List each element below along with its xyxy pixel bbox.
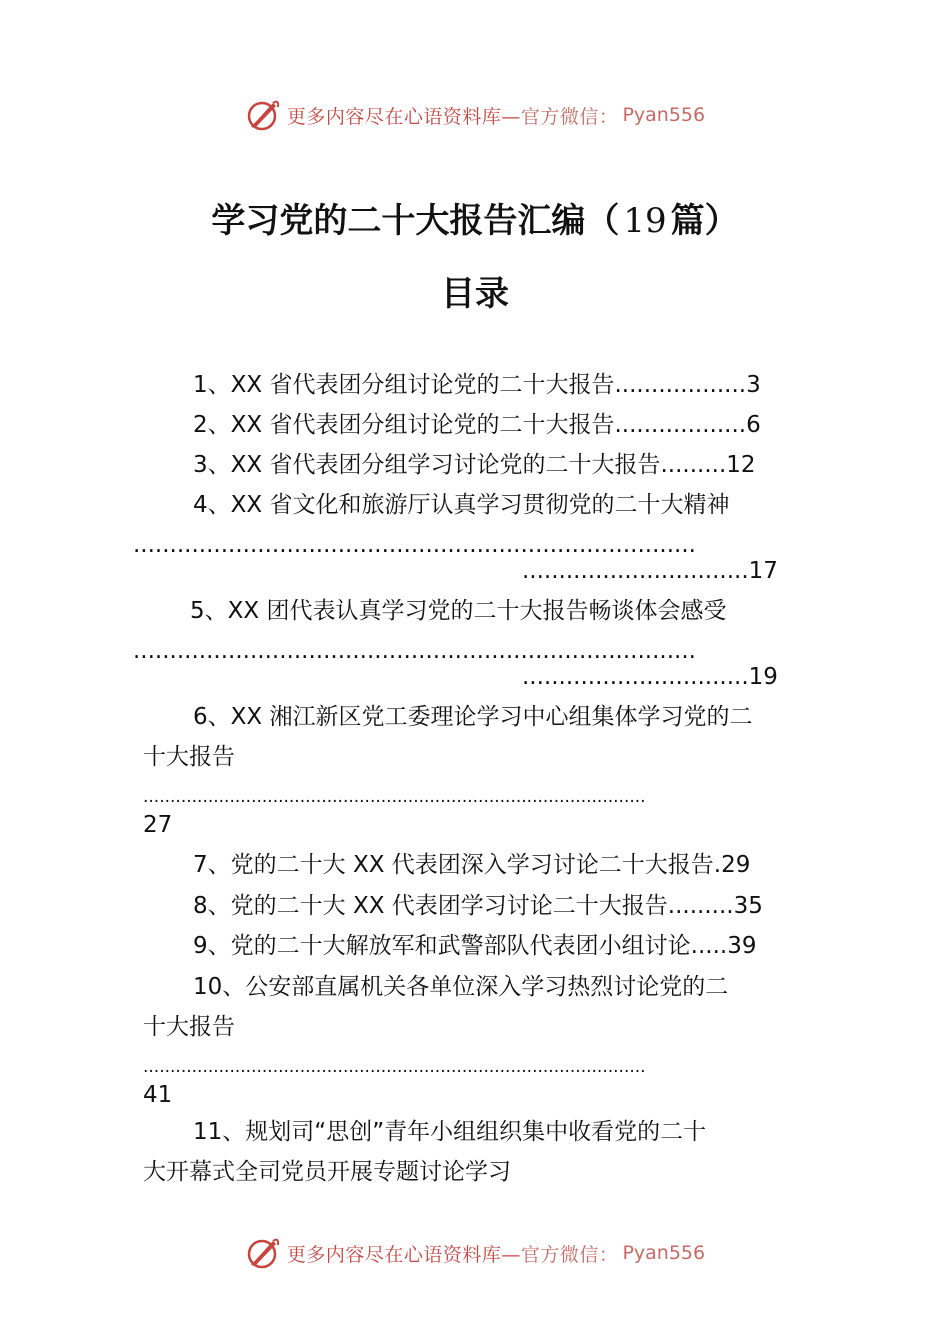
title-count: 19 [623,201,667,241]
toc-heading: 目录 [441,274,509,314]
toc-number: 4、 [193,492,231,518]
toc-leader-line: ............................................................................................. [143,787,646,807]
toc-leader: .................. [614,372,747,398]
toc-number: 10、 [193,974,246,1000]
toc-text: XX 湘江新区党工委理论学习中心组集体学习党的二 [230,704,753,730]
toc-leader: ..... [690,933,728,959]
toc-entry-11-cont [143,1157,511,1187]
title-end: 篇） [670,201,739,241]
toc-page: 39 [727,933,757,959]
toc-page: 3 [746,372,761,398]
toc-page: 6 [746,412,761,438]
toc-page: 12 [726,452,756,478]
quill-logo-icon [245,97,281,133]
toc-entry-2[interactable] [193,410,761,440]
toc-text-cont: 十大报告 [143,1014,235,1040]
toc-page: 17 [748,558,778,584]
banner-wechat-id: Pyan556 [622,104,706,126]
toc-text-cont: 十大报告 [143,744,235,770]
document-title [0,193,950,242]
toc-text: XX 省代表团分组讨论党的二十大报告 [230,412,615,438]
toc-entry-6-page-line [143,810,172,840]
toc-text: 党的二十大解放军和武警部队代表团小组讨论 [230,933,691,959]
toc-entry-4[interactable] [193,490,729,520]
watermark-banner-bottom [0,1233,950,1273]
banner-wechat-id: Pyan556 [622,1242,706,1264]
toc-entry-9[interactable] [193,931,756,961]
toc-entry-7[interactable] [193,850,750,880]
toc-number: 6、 [193,704,231,730]
toc-leader: ............................... [522,558,749,584]
toc-page: 19 [748,664,778,690]
watermark-banner-top [0,95,950,135]
toc-entry-3[interactable] [193,450,756,480]
toc-text: XX 省代表团分组讨论党的二十大报告 [230,372,615,398]
toc-number: 9、 [193,933,231,959]
toc-text: XX 团代表认真学习党的二十大报告畅谈体会感受 [227,598,727,624]
quill-logo-icon [245,1235,281,1271]
toc-entry-5[interactable] [190,596,726,626]
toc-number: 8、 [193,893,231,919]
toc-leader: .................. [614,412,747,438]
toc-leader: ......... [667,893,734,919]
toc-entry-4-page-line [522,556,778,586]
toc-text-cont: 大开幕式全司党员开展专题讨论学习 [143,1159,511,1185]
toc-number: 11、 [193,1119,246,1145]
toc-text: 公安部直属机关各单位深入学习热烈讨论党的二 [245,974,729,1000]
toc-number: 5、 [190,598,228,624]
toc-leader-line: ............................................................................................. [143,1057,646,1077]
toc-entry-8[interactable] [193,891,763,921]
banner-text: 更多内容尽在心语资料库— [286,1243,521,1266]
toc-entry-6[interactable] [193,702,752,732]
toc-leader-line: ............................................................................. [133,638,696,664]
title-main: 学习党的二十大报告汇编（ [211,201,620,241]
toc-page: 35 [733,893,763,919]
toc-number: 3、 [193,452,231,478]
toc-number: 7、 [193,852,231,878]
toc-entry-5-page-line [522,662,778,692]
toc-entry-6-cont [143,742,235,772]
toc-entry-11[interactable] [193,1117,706,1147]
toc-page: 29 [721,852,751,878]
toc-leader: . [713,852,722,878]
banner-wechat-label: 官方微信： [520,1243,619,1266]
toc-entry-10[interactable] [193,972,728,1002]
toc-text: 规划司“思创”青年小组组织集中收看党的二十 [245,1119,707,1145]
toc-entry-10-page-line [143,1080,172,1110]
toc-entry-10-cont [143,1012,235,1042]
banner-text: 更多内容尽在心语资料库— [286,105,521,128]
toc-number: 1、 [193,372,231,398]
toc-entry-1[interactable] [193,370,761,400]
toc-text: XX 省文化和旅游厅认真学习贯彻党的二十大精神 [230,492,730,518]
toc-text: 党的二十大 XX 代表团深入学习讨论二十大报告 [230,852,714,878]
toc-number: 2、 [193,412,231,438]
banner-wechat-label: 官方微信： [520,105,619,128]
toc-leader: ............................... [522,664,749,690]
toc-page: 41 [143,1082,173,1108]
toc-text: XX 省代表团分组学习讨论党的二十大报告 [230,452,661,478]
toc-leader-line: ............................................................................. [133,532,696,558]
toc-text: 党的二十大 XX 代表团学习讨论二十大报告 [230,893,668,919]
toc-leader: ......... [660,452,727,478]
toc-page: 27 [143,812,173,838]
